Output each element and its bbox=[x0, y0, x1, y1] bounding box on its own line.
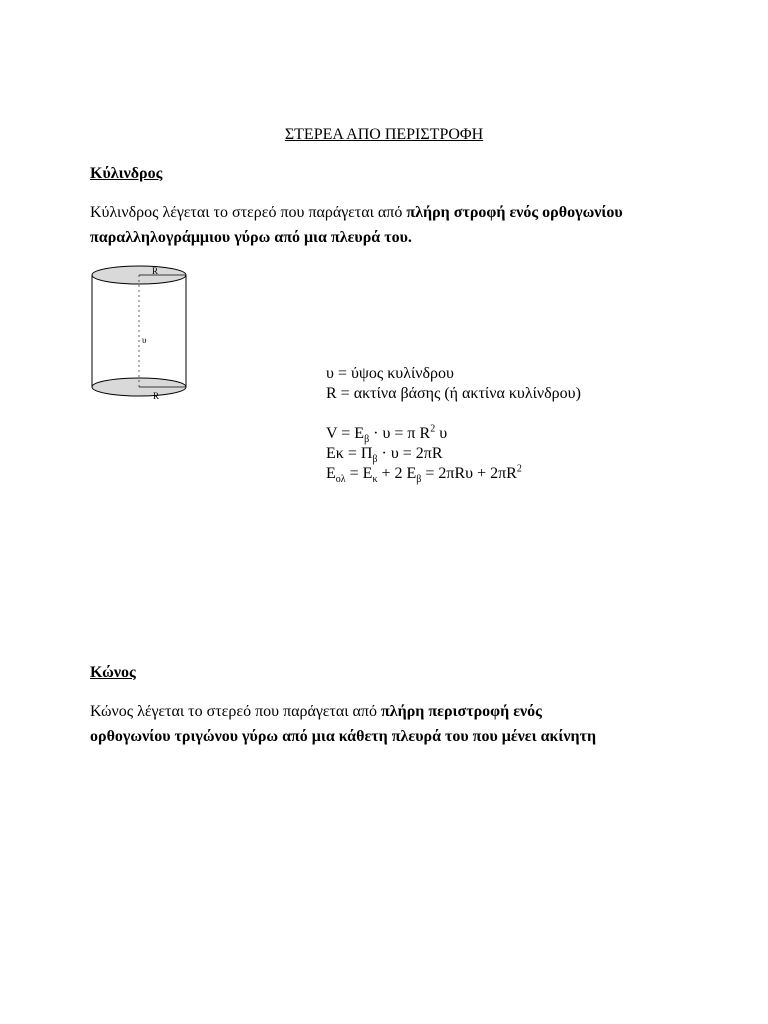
spacer bbox=[326, 404, 581, 424]
lateral-part-a: Εκ = Π bbox=[326, 445, 373, 462]
page-title: ΣΤΕΡΕΑ ΑΠΟ ΠΕΡΙΣΤΡΟΦΗ bbox=[284, 126, 484, 143]
top-radius-label: R bbox=[152, 266, 159, 276]
total-sub-1: ολ bbox=[335, 474, 346, 486]
lateral-part-b: · υ = 2πR bbox=[377, 445, 443, 462]
height-definition: υ = ύψος κυλίνδρου bbox=[326, 365, 454, 382]
volume-sub: β bbox=[364, 434, 370, 446]
height-label: υ bbox=[142, 335, 147, 345]
total-sup: 2 bbox=[516, 463, 522, 475]
cone-definition-bold-1: πλήρη περιστροφή ενός bbox=[381, 703, 542, 720]
cylinder-heading: Κύλινδρος bbox=[90, 165, 163, 182]
cylinder-definition-bold-1: πλήρη στροφή ενός ορθογωνίου bbox=[406, 204, 623, 221]
cylinder-definition bbox=[90, 200, 690, 250]
volume-part-b: · υ = π R bbox=[369, 425, 431, 442]
volume-part-a: V = E bbox=[326, 425, 365, 442]
total-sub-3: β bbox=[416, 474, 422, 486]
cylinder-figure bbox=[86, 263, 192, 405]
cone-heading: Κώνος bbox=[90, 664, 136, 681]
radius-definition: R = ακτίνα βάσης (ή ακτίνα κυλίνδρου) bbox=[326, 385, 581, 402]
total-part-a: E bbox=[326, 465, 336, 482]
total-part-c: + 2 E bbox=[377, 465, 417, 482]
lateral-area-formula bbox=[326, 444, 581, 464]
cylinder-definition-bold-2: παραλληλογράμμιου γύρω από μια πλευρά του. bbox=[90, 229, 412, 246]
cone-definition-text: Κώνος λέγεται το στερεό που παράγεται από bbox=[90, 703, 381, 720]
total-area-formula bbox=[326, 464, 581, 484]
volume-formula bbox=[326, 424, 581, 444]
total-sub-2: κ bbox=[372, 474, 378, 486]
lateral-sub: β bbox=[372, 454, 378, 466]
volume-part-c: υ bbox=[435, 425, 448, 442]
total-part-d: = 2πRυ + 2πR bbox=[421, 465, 517, 482]
cone-definition-bold-2: ορθογωνίου τριγώνου γύρω από μια κάθετη πλευρά του που μένει ακίνητη bbox=[90, 728, 597, 745]
total-part-b: = E bbox=[345, 465, 373, 482]
cylinder-formulas bbox=[326, 364, 581, 484]
bottom-radius-label: R bbox=[153, 391, 160, 401]
cylinder-definition-text: Κύλινδρος λέγεται το στερεό που παράγεται από bbox=[90, 204, 407, 221]
cone-definition bbox=[90, 699, 690, 749]
volume-sup: 2 bbox=[430, 423, 436, 435]
